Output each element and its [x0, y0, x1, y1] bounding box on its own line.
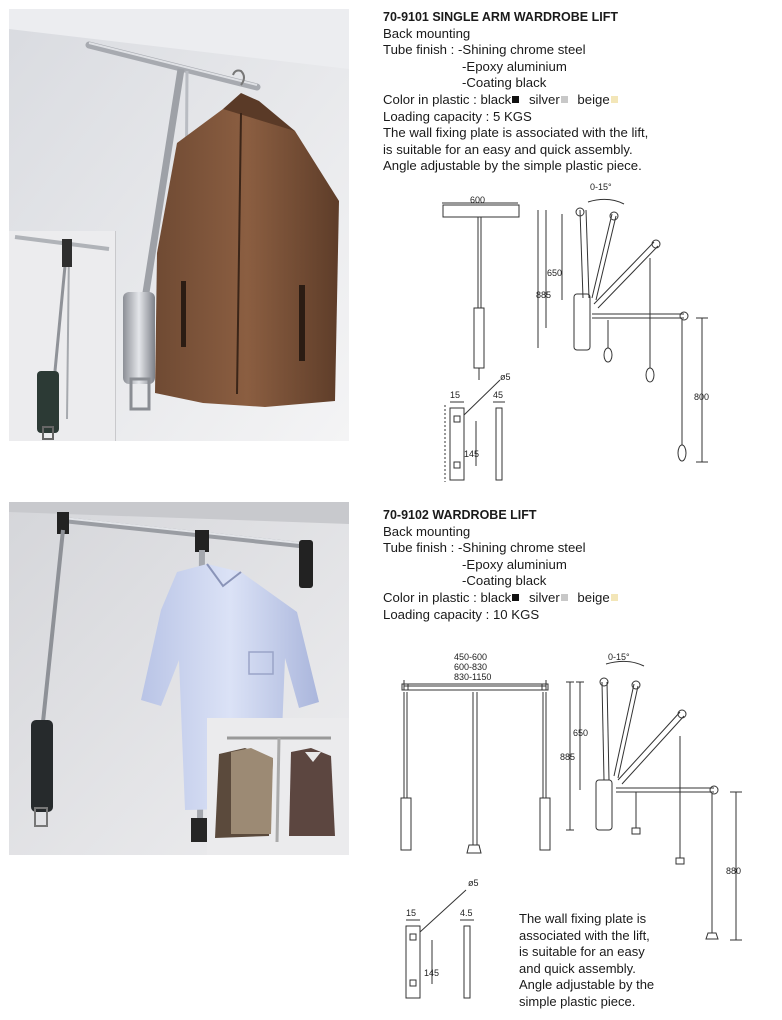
dim-diameter: ø5 [500, 372, 511, 382]
product-title: 70-9101 SINGLE ARM WARDROBE LIFT [383, 10, 618, 24]
color-label: Color in plastic : [383, 91, 481, 107]
beige-swatch [611, 96, 618, 103]
tube-finish-label: Tube finish : [383, 540, 459, 556]
loading-capacity: Loading capacity : 10 KGS [383, 606, 540, 622]
dim-650: 650 [573, 728, 589, 738]
single-arm-lift-drawing [380, 170, 780, 490]
color-name: black [480, 91, 512, 107]
dim-15: 15 [450, 390, 461, 400]
tube-finish-value: -Epoxy aluminium [462, 58, 567, 74]
dim-diameter: ø5 [468, 878, 479, 888]
color-name: silver [528, 589, 560, 605]
single-arm-lift-specs [383, 9, 648, 175]
mounting-text: Back mounting [383, 25, 471, 41]
dim-45: 45 [493, 390, 504, 400]
dim-width-range-3: 830-1150 [454, 672, 492, 682]
description-line: The wall fixing plate is associated with the lift, [383, 125, 649, 141]
description-line: and quick assembly. [519, 960, 636, 976]
product-title: 70-9102 WARDROBE LIFT [383, 508, 537, 522]
color-name: silver [528, 91, 560, 107]
beige-swatch [611, 594, 618, 601]
description-line: associated with the lift, [519, 927, 650, 943]
dim-885: 885 [536, 290, 552, 300]
description-line: The wall fixing plate is [519, 911, 647, 926]
color-label: Color in plastic : [383, 589, 481, 605]
color-name: beige [577, 91, 610, 107]
wardrobe-lift-specs [383, 507, 624, 623]
tube-finish-value: -Shining chrome steel [458, 540, 586, 556]
dim-800: 800 [694, 392, 710, 402]
silver-swatch [561, 96, 568, 103]
dim-880: 880 [726, 866, 742, 876]
description-line: Angle adjustable by the [519, 977, 655, 992]
tube-finish-value: -Shining chrome steel [458, 42, 586, 58]
tube-finish-value: -Coating black [462, 75, 547, 91]
color-line [383, 92, 648, 109]
color-line [383, 590, 624, 607]
tube-finish-value: -Coating black [462, 573, 547, 589]
silver-swatch [561, 594, 568, 601]
dim-885: 885 [560, 752, 576, 762]
dim-145: 145 [424, 968, 440, 978]
wardrobe-lift-description [519, 911, 689, 1010]
tube-finish-value: -Epoxy aluminium [462, 556, 567, 572]
dim-width-range-2: 600-830 [454, 662, 488, 672]
dim-width-range-1: 450-600 [454, 652, 488, 662]
dim-width: 600 [470, 195, 486, 205]
black-swatch [512, 96, 519, 103]
dim-15: 15 [406, 908, 417, 918]
color-name: beige [577, 589, 610, 605]
dim-650: 650 [547, 268, 563, 278]
loading-capacity: Loading capacity : 5 KGS [383, 108, 532, 124]
single-arm-lift-photo [9, 9, 349, 441]
description-line: simple plastic piece. [519, 993, 636, 1009]
dim-145: 145 [464, 449, 480, 459]
description-line: is suitable for an easy [519, 944, 645, 959]
color-name: black [480, 589, 512, 605]
mounting-text: Back mounting [383, 523, 471, 539]
black-swatch [512, 594, 519, 601]
tube-finish-label: Tube finish : [383, 42, 459, 58]
wardrobe-lift-photo [9, 502, 349, 855]
dim-45: 4.5 [460, 908, 473, 918]
dim-angle: 0-15° [590, 182, 612, 192]
description-line: is suitable for an easy and quick assembly. [383, 141, 633, 157]
dim-angle: 0-15° [608, 652, 630, 662]
description-line: Angle adjustable by the simple plastic piece. [383, 158, 642, 174]
